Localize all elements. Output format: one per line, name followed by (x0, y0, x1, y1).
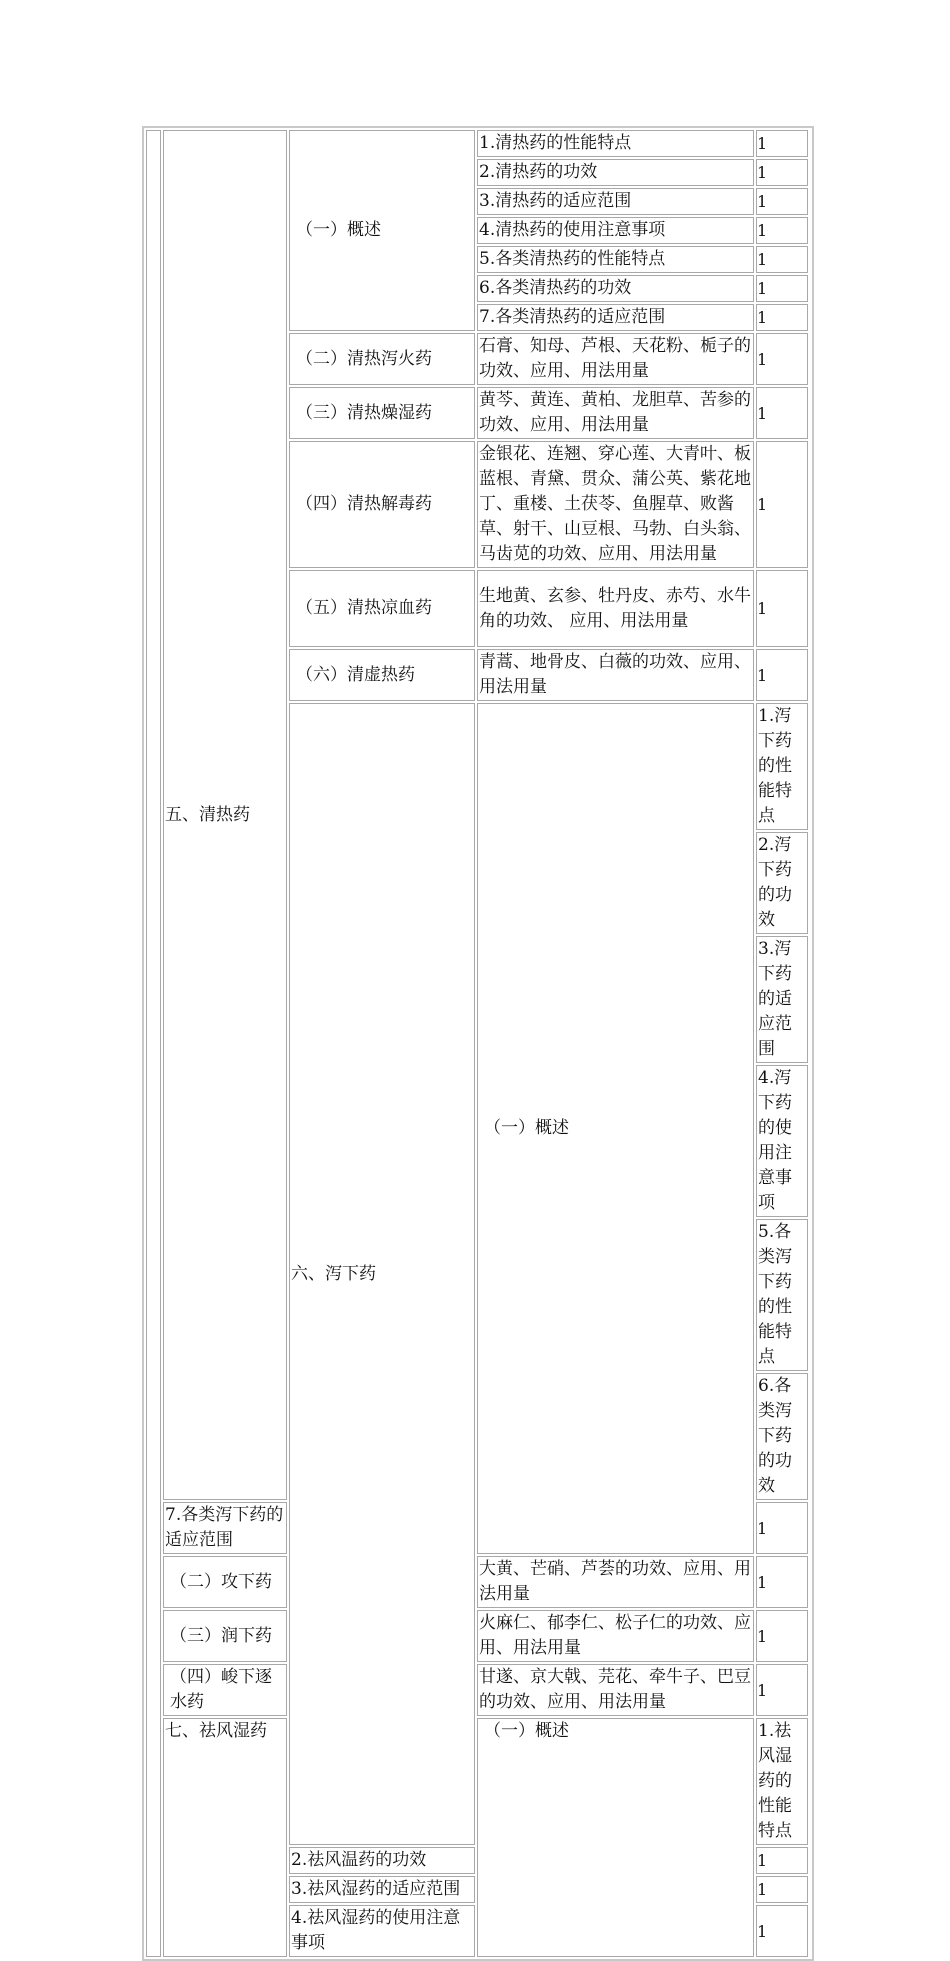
item-count: 1 (756, 1556, 808, 1608)
empty-margin-cell (146, 130, 161, 1957)
item-text: 大黄、芒硝、芦荟的功效、应用、用法用量 (477, 1556, 754, 1608)
item-count: 1 (756, 188, 808, 215)
item-text: 3.清热药的适应范围 (477, 188, 754, 215)
item-text: 2.祛风温药的功效 (289, 1847, 475, 1874)
syllabus-table (142, 126, 814, 1961)
item-text: 生地黄、玄参、牡丹皮、赤芍、水牛角的功效、 应用、用法用量 (477, 570, 754, 647)
item-text: 青蒿、地骨皮、白薇的功效、应用、用法用量 (477, 649, 754, 701)
subsection-title: （二）清热泻火药 (289, 333, 475, 385)
item-count: 1 (756, 304, 808, 331)
subsection-title: （六）清虚热药 (289, 649, 475, 701)
item-count: 1 (756, 130, 808, 157)
item-text: 甘遂、京大戟、芫花、牵牛子、巴豆的功效、应用、用法用量 (477, 1664, 754, 1716)
item-text: 石膏、知母、芦根、天花粉、栀子的功效、应用、用法用量 (477, 333, 754, 385)
item-text: 1.泻下药的性能特点 (756, 703, 808, 830)
item-text: 金银花、连翘、穿心莲、大青叶、板蓝根、青黛、贯众、蒲公英、紫花地丁、重楼、土茯苓、鱼腥草、败酱草、射干、山豆根、马勃、白头翁、马齿苋的功效、应用、用法用量 (477, 441, 754, 568)
item-count: 1 (756, 1847, 808, 1874)
item-count: 1 (756, 570, 808, 647)
subsection-title: （一）概述 (289, 130, 475, 331)
item-text: 7.各类泻下药的适应范围 (163, 1502, 287, 1554)
subsection-title: （二）攻下药 (163, 1556, 287, 1608)
item-text: 1.祛风湿药的性能特点 (756, 1718, 808, 1845)
subsection-title: （五）清热凉血药 (289, 570, 475, 647)
subsection-title: （四）峻下逐水药 (163, 1664, 287, 1716)
item-count: 1 (756, 246, 808, 273)
subsection-title: （三）清热燥湿药 (289, 387, 475, 439)
item-text: 1.清热药的性能特点 (477, 130, 754, 157)
item-count: 1 (756, 1664, 808, 1716)
item-count: 1 (756, 387, 808, 439)
subsection-title: （四）清热解毒药 (289, 441, 475, 568)
item-text: 黄芩、黄连、黄柏、龙胆草、苦参的功效、应用、用法用量 (477, 387, 754, 439)
item-count: 1 (756, 1905, 808, 1957)
item-text: 4.泻下药的使用注意事项 (756, 1065, 808, 1217)
item-count: 1 (756, 1502, 808, 1554)
subsection-title: （一）概述 (477, 703, 754, 1554)
item-count: 1 (756, 441, 808, 568)
item-text: 2.泻下药的功效 (756, 832, 808, 934)
item-text: 3.泻下药的适应范围 (756, 936, 808, 1063)
section-title: 六、泻下药 (289, 703, 475, 1845)
item-text: 7.各类清热药的适应范围 (477, 304, 754, 331)
item-text: 2.清热药的功效 (477, 159, 754, 186)
subsection-title: （三）润下药 (163, 1610, 287, 1662)
subsection-title: （一）概述 (477, 1718, 754, 1957)
item-text: 4.清热药的使用注意事项 (477, 217, 754, 244)
item-text: 6.各类清热药的功效 (477, 275, 754, 302)
item-count: 1 (756, 159, 808, 186)
item-count: 1 (756, 1610, 808, 1662)
item-count: 1 (756, 217, 808, 244)
item-count: 1 (756, 1876, 808, 1903)
item-text: 3.祛风湿药的适应范围 (289, 1876, 475, 1903)
item-text: 6.各类泻下药的功效 (756, 1373, 808, 1500)
item-text: 5.各类清热药的性能特点 (477, 246, 754, 273)
item-text: 火麻仁、郁李仁、松子仁的功效、应用、用法用量 (477, 1610, 754, 1662)
item-text: 4.祛风湿药的使用注意事项 (289, 1905, 475, 1957)
item-count: 1 (756, 275, 808, 302)
section-title: 七、祛风湿药 (163, 1718, 287, 1957)
item-count: 1 (756, 649, 808, 701)
item-text: 5.各类泻下药的性能特点 (756, 1219, 808, 1371)
item-count: 1 (756, 333, 808, 385)
section-title: 五、清热药 (163, 130, 287, 1500)
